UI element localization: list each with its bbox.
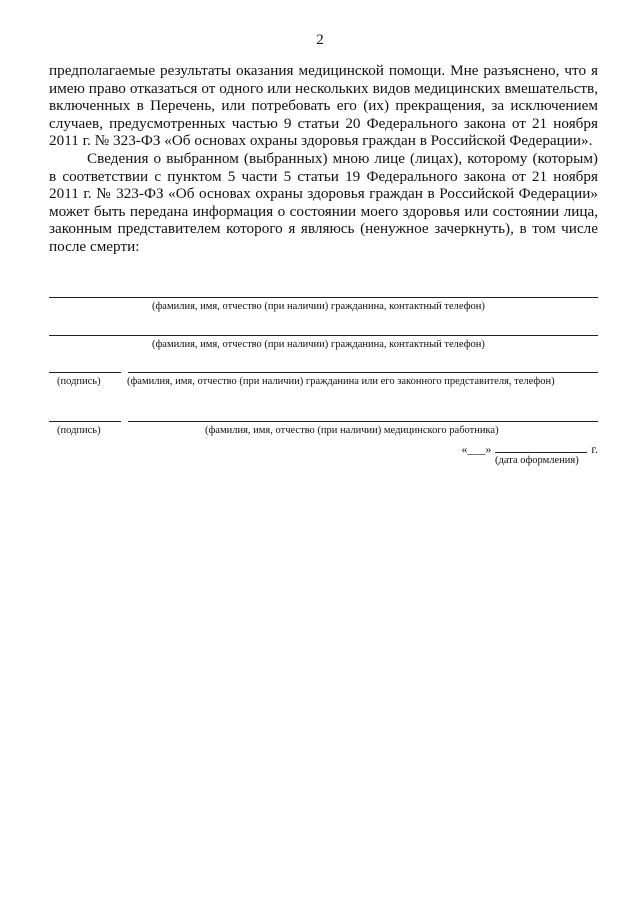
citizen-signature-line[interactable] xyxy=(49,372,121,373)
date-caption: (дата оформления) xyxy=(495,455,579,466)
paragraph-rights: предполагаемые результаты оказания медицинской помощи. Мне разъяснено, что я имею право отказаться от одного или нескольких видов медицинских вмешательств, включенных в Перечень, или потребовать его (их) прекращения, за исключением случаев, предусмотренных частью 9 статьи 20 Федерального закона от 21 ноября 2011 г. № 323-ФЗ «Об основах охраны здоровья граждан в Российской Федерации». xyxy=(49,62,598,150)
medic-name-line[interactable] xyxy=(128,421,598,422)
date-day: «___» xyxy=(461,442,492,456)
citizen-signature-caption: (подпись) xyxy=(57,376,101,387)
consent-text xyxy=(49,62,598,256)
page-number: 2 xyxy=(316,32,324,48)
citizen-name-line[interactable] xyxy=(128,372,598,373)
contact-person-1-caption: (фамилия, имя, отчество (при наличии) гражданина, контактный телефон) xyxy=(152,301,485,312)
date-year-suffix: г. xyxy=(591,442,598,456)
medic-name-caption: (фамилия, имя, отчество (при наличии) медицинского работника) xyxy=(205,425,499,436)
date-blank[interactable] xyxy=(495,442,587,453)
medic-signature-caption: (подпись) xyxy=(57,425,101,436)
contact-person-1-line[interactable] xyxy=(49,297,598,298)
medic-signature-line[interactable] xyxy=(49,421,121,422)
contact-person-2-line[interactable] xyxy=(49,335,598,336)
contact-person-2-caption: (фамилия, имя, отчество (при наличии) гражданина, контактный телефон) xyxy=(152,339,485,350)
paragraph-trusted-persons: Сведения о выбранном (выбранных) мною лице (лицах), которому (которым) в соответствии с пунктом 5 части 5 статьи 19 Федерального закона от 21 ноября 2011 г. № 323-ФЗ «Об основах охраны здоровья граждан в Российской Федерации» может быть передана информация о состоянии моего здоровья или состоянии лица, законным представителем которого я являюсь (ненужное зачеркнуть), в том числе после смерти: xyxy=(49,149,598,255)
citizen-name-caption: (фамилия, имя, отчество (при наличии) гражданина или его законного представителя, телефон) xyxy=(127,376,555,387)
